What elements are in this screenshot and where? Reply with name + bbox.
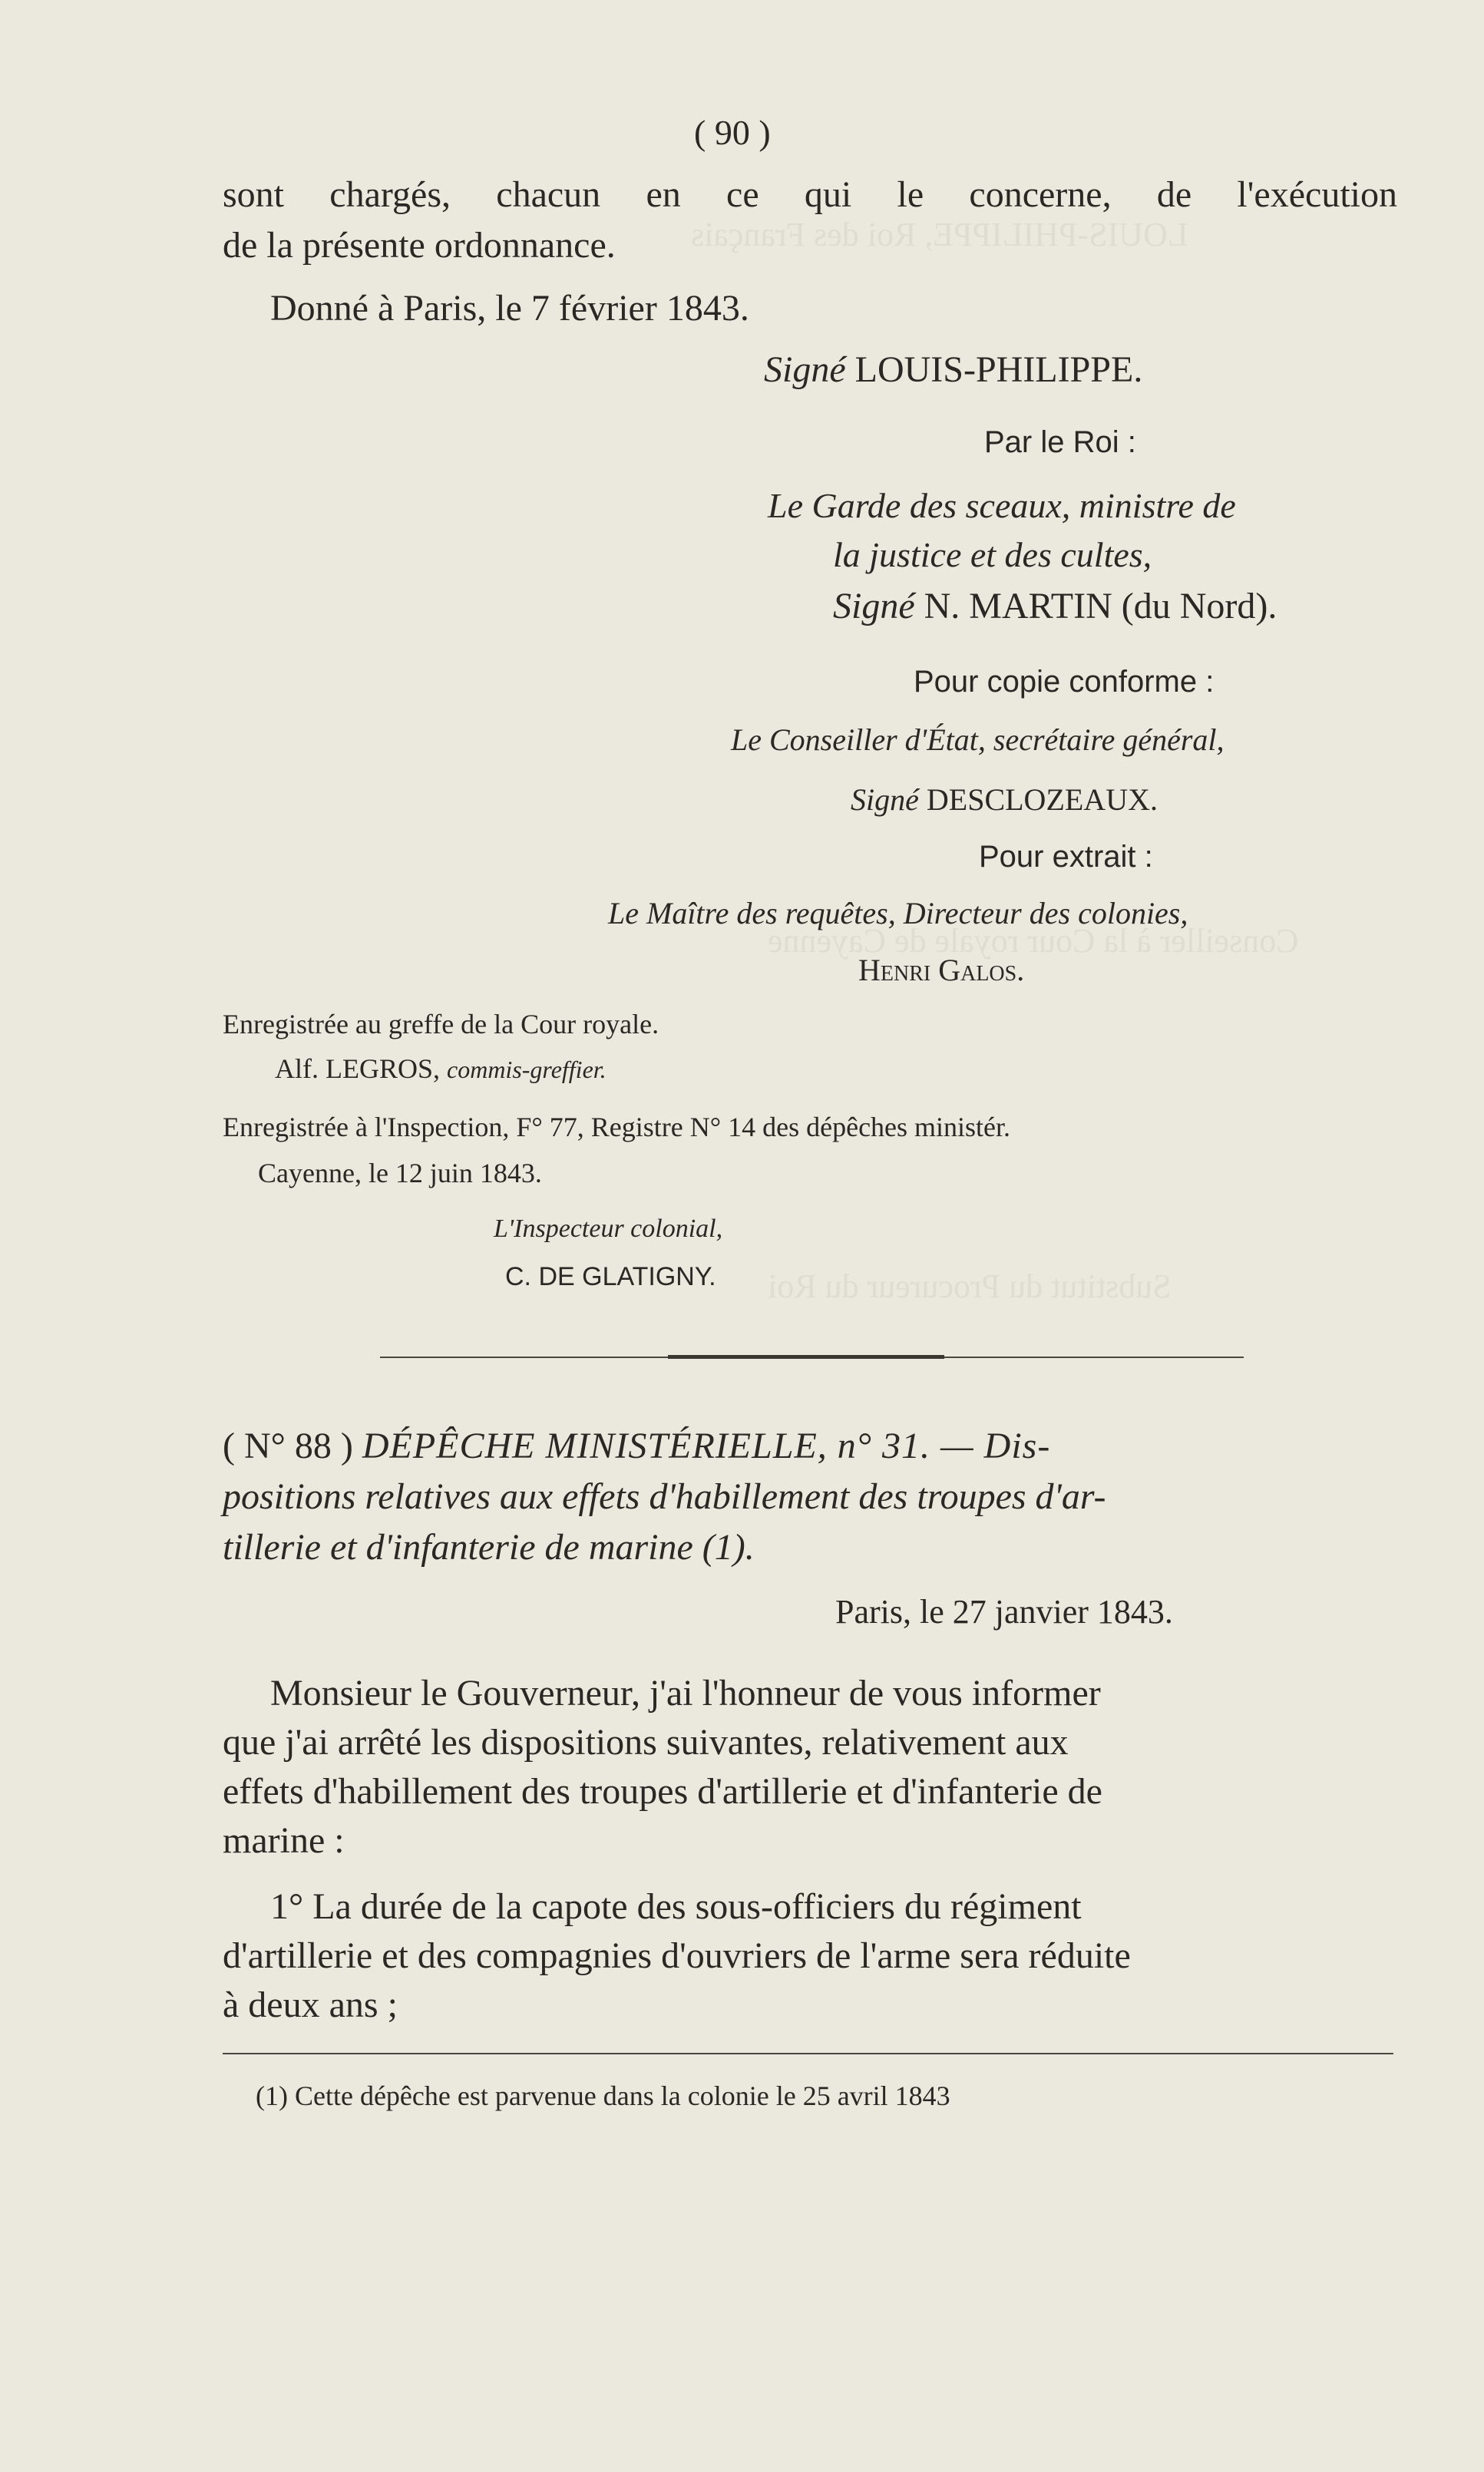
body-line: marine : <box>223 1820 345 1861</box>
depeche-title: DÉPÊCHE MINISTÉRIELLE, n° 31. — Dis- <box>362 1426 1051 1466</box>
garde-title-line2: la justice et des cultes, <box>833 535 1152 574</box>
body-line: effets d'habillement des troupes d'artillerie et d'infanterie de <box>223 1771 1102 1812</box>
registration-line: Enregistrée à l'Inspection, F° 77, Registre N° 14 des dépêches ministér. <box>223 1112 1011 1142</box>
body-line: sont chargés, chacun en ce qui le concerne, de l'exécution <box>223 174 1397 215</box>
section-divider-ornament <box>668 1355 944 1359</box>
body-line: que j'ai arrêté les dispositions suivantes, relativement aux <box>223 1722 1069 1763</box>
pour-extrait: Pour extrait : <box>979 840 1153 874</box>
signatory-galos: Henri Galos. <box>858 953 1025 987</box>
date-line: Donné à Paris, le 7 février 1843. <box>270 288 749 329</box>
depeche-title-line3: tillerie et d'infanterie de marine (1). <box>223 1527 755 1568</box>
depeche-number: ( N° 88 ) <box>223 1426 353 1466</box>
signe-label: Signé <box>833 586 915 626</box>
page-number: ( 90 ) <box>694 113 771 152</box>
depeche-date: Paris, le 27 janvier 1843. <box>835 1593 1173 1631</box>
par-le-roi: Par le Roi : <box>984 425 1136 459</box>
maitre-title: Le Maître des requêtes, Directeur des colonies, <box>608 896 1188 930</box>
body-line: 1° La durée de la capote des sous-officiers du régiment <box>270 1886 1082 1927</box>
bleed-through-text: Conseiller à la Cour royale de Cayenne <box>768 922 1299 960</box>
bleed-through-text: LOUIS-PHILIPPE, Roi des Français <box>691 216 1188 253</box>
body-line: Monsieur le Gouverneur, j'ai l'honneur de vous informer <box>270 1673 1101 1714</box>
signe-label: Signé <box>851 782 919 817</box>
registrar-name: Alf. LEGROS, <box>275 1053 440 1084</box>
registrar-title: commis-greffier. <box>447 1056 606 1083</box>
garde-title-line1: Le Garde des sceaux, ministre de <box>768 486 1236 525</box>
footnote-rule <box>223 2053 1393 2054</box>
bleed-through-text: Substitut du Procureur du Roi <box>768 1267 1172 1305</box>
registration-date: Cayenne, le 12 juin 1843. <box>258 1158 542 1188</box>
body-line: à deux ans ; <box>223 1985 398 2025</box>
signatory-name: LOUIS-PHILIPPE. <box>854 349 1143 390</box>
registration-line: Enregistrée au greffe de la Cour royale. <box>223 1009 659 1039</box>
body-line: d'artillerie et des compagnies d'ouvriers de l'arme sera réduite <box>223 1935 1131 1976</box>
signe-label: Signé <box>764 349 846 390</box>
pour-copie-conforme: Pour copie conforme : <box>914 665 1215 699</box>
footnote: (1) Cette dépêche est parvenue dans la colonie le 25 avril 1843 <box>256 2080 950 2111</box>
inspecteur-name: C. DE GLATIGNY. <box>505 1262 716 1291</box>
body-line: de la présente ordonnance. <box>223 225 616 266</box>
inspecteur-title: L'Inspecteur colonial, <box>494 1215 723 1243</box>
depeche-title-line2: positions relatives aux effets d'habillement des troupes d'ar- <box>223 1476 1106 1517</box>
signatory-name: DESCLOZEAUX. <box>926 782 1158 817</box>
signatory-name: N. MARTIN (du Nord). <box>924 586 1277 626</box>
conseiller-title: Le Conseiller d'État, secrétaire général, <box>731 722 1225 757</box>
